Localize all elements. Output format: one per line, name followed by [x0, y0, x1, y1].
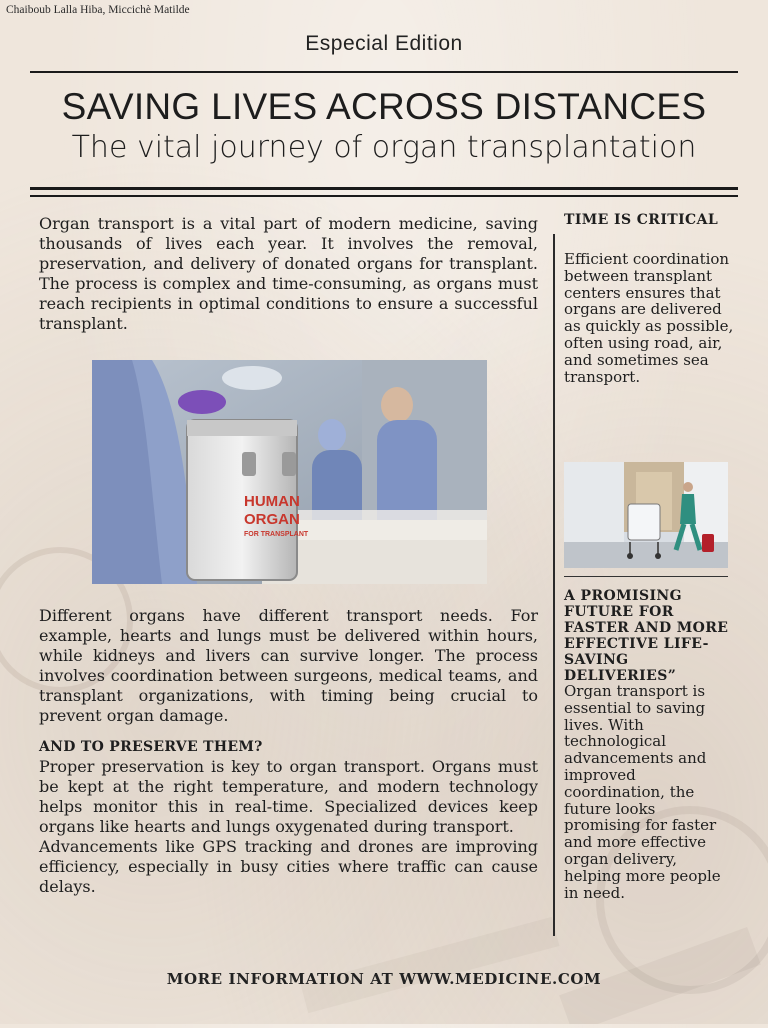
box-label-line3: FOR TRANSPLANT	[244, 531, 309, 538]
sidebar-text-time: Efficient coordination between transplant centers ensures that organs are delivered as quickly as possible, often using road, air, and sometimes sea transport.	[564, 250, 734, 386]
subheadline: The vital journey of organ transplantation	[71, 130, 697, 165]
organ-box-photo-art	[92, 360, 487, 584]
corridor-photo-art	[564, 462, 728, 568]
column-divider	[553, 234, 555, 936]
footer-link[interactable]: MORE INFORMATION AT WWW.MEDICINE.COM	[166, 970, 602, 988]
sidebar-separator	[564, 576, 728, 577]
double-rule-top	[30, 187, 738, 190]
edition-label: Especial Edition	[305, 32, 463, 55]
double-rule-bottom	[30, 195, 738, 197]
sidebar-text-future: Organ transport is essential to saving lives. With technological advancements and improved coordination, the future looks promising for faster and more effective organ delivery, helping more people in need.	[564, 682, 721, 902]
preserve-paragraphs	[39, 757, 538, 897]
transport-needs-paragraph: Different organs have different transport needs. For example, hearts and lungs must be delivered within hours, while kidneys and livers can survive longer. The process involves coordination between surgeons, medical teams, and transplant organizations, with timing being crucial to prevent organ damage.	[39, 606, 538, 725]
authors-credit: Chaiboub Lalla Hiba, Miccichè Matilde	[6, 4, 190, 16]
sidebar-heading-future: A PROMISING FUTURE FOR FASTER AND MORE EFFECTIVE LIFE-SAVING DELIVERIES”	[564, 588, 729, 684]
preserve-heading: AND TO PRESERVE THEM?	[39, 739, 263, 755]
top-rule	[30, 71, 738, 73]
sidebar-heading-time: TIME IS CRITICAL	[564, 212, 719, 228]
box-label-line2: ORGAN	[244, 511, 300, 528]
preserve-paragraph-1: Proper preservation is key to organ transport. Organs must be kept at the right temperature, and modern technology helps monitor this in real-time. Specialized devices keep organs like hearts and lungs oxygenated during transport.	[39, 757, 538, 836]
box-label-line1: HUMAN	[244, 493, 300, 510]
corridor-photo	[564, 462, 728, 568]
headline: SAVING LIVES ACROSS DISTANCES	[61, 86, 707, 127]
preserve-paragraph-2: Advancements like GPS tracking and drones are improving efficiency, especially in busy cities where traffic can cause delays.	[39, 837, 538, 896]
intro-paragraph: Organ transport is a vital part of modern medicine, saving thousands of lives each year. It involves the removal, preservation, and delivery of donated organs for transplant. The process is complex and time-consuming, as organs must reach recipients in optimal conditions to ensure a successful transplant.	[39, 214, 538, 333]
organ-box-photo	[92, 360, 487, 584]
